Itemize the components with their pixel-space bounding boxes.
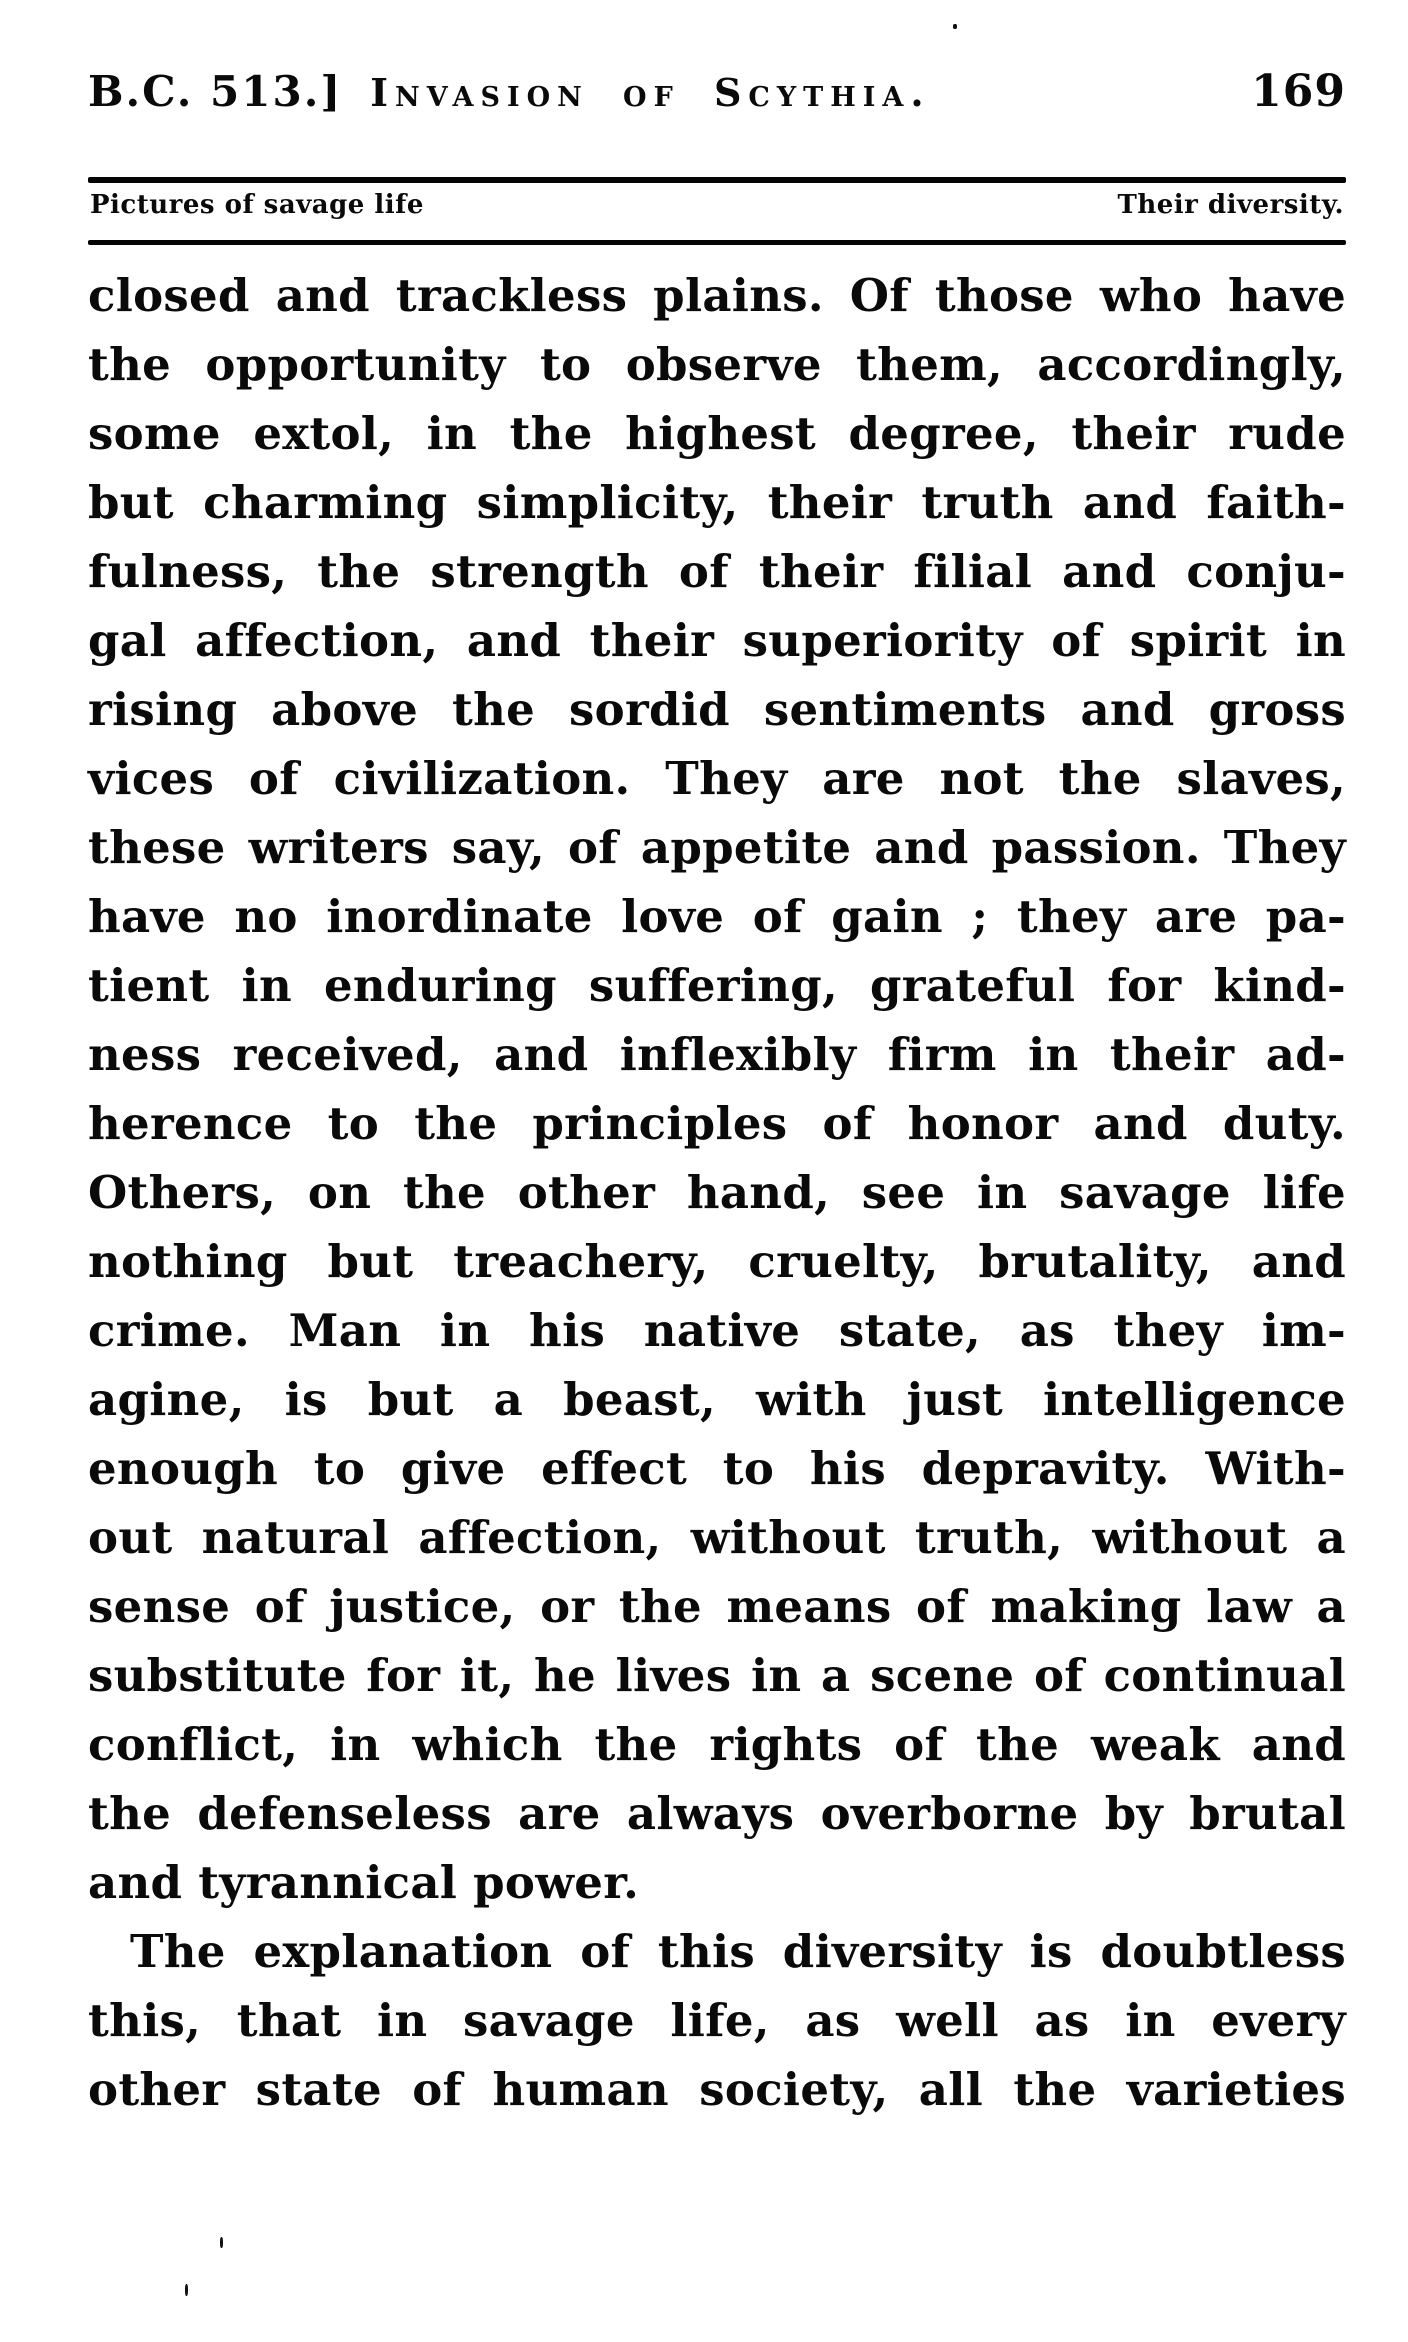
text-line: gal affection, and their superiority of spirit in <box>88 614 1346 667</box>
running-head <box>88 66 1346 117</box>
text-line: sense of justice, or the means of making law a <box>88 1580 1346 1633</box>
text-line: The explanation of this diversity is doubtless <box>130 1925 1346 1978</box>
scan-speck <box>953 24 957 29</box>
text-line: vices of civilization. They are not the slaves, <box>88 752 1346 805</box>
subhead-left: Pictures of savage life <box>90 190 424 220</box>
text-line: the defenseless are always overborne by brutal <box>88 1787 1346 1840</box>
text-line: have no inordinate love of gain ; they are pa- <box>88 890 1346 943</box>
chapter-title: Invasion of Scythia. <box>370 70 931 115</box>
text-line: tient in enduring suffering, grateful for kind- <box>88 959 1346 1012</box>
text-line: some extol, in the highest degree, their rude <box>88 407 1346 460</box>
running-head-left <box>88 67 931 116</box>
scan-speck <box>220 2237 223 2248</box>
text-line: these writers say, of appetite and passion. They <box>88 821 1346 874</box>
text-line: nothing but treachery, cruelty, brutality, and <box>88 1235 1346 1288</box>
section-subheads <box>90 190 1344 220</box>
text-line: ness received, and inflexibly firm in their ad- <box>88 1028 1346 1081</box>
text-line: but charming simplicity, their truth and faith- <box>88 476 1346 529</box>
paragraph <box>88 261 1346 1917</box>
text-line: other state of human society, all the varieties <box>88 2063 1346 2116</box>
paragraph <box>88 1917 1346 2124</box>
text-line: agine, is but a beast, with just intelligence <box>88 1373 1346 1426</box>
marginal-date: B.C. 513.] <box>88 67 343 116</box>
text-line: the opportunity to observe them, accordingly, <box>88 338 1346 391</box>
text-line: enough to give effect to his depravity. With- <box>88 1442 1346 1495</box>
text-line: fulness, the strength of their filial and conju- <box>88 545 1346 598</box>
text-line: this, that in savage life, as well as in every <box>88 1994 1346 2047</box>
horizontal-rule-bottom <box>88 240 1346 245</box>
text-line: Others, on the other hand, see in savage life <box>88 1166 1346 1219</box>
text-line: substitute for it, he lives in a scene of continual <box>88 1649 1346 1702</box>
text-line: crime. Man in his native state, as they im- <box>88 1304 1346 1357</box>
text-line: rising above the sordid sentiments and gross <box>88 683 1346 736</box>
text-line: out natural affection, without truth, without a <box>88 1511 1346 1564</box>
scan-speck <box>185 2284 188 2296</box>
text-line: and tyrannical power. <box>88 1856 640 1909</box>
horizontal-rule-top <box>88 177 1346 183</box>
subhead-right: Their diversity. <box>1117 190 1344 220</box>
book-page <box>88 0 1346 2342</box>
text-line: herence to the principles of honor and duty. <box>88 1097 1346 1150</box>
page-number: 169 <box>1251 66 1346 117</box>
text-line: conflict, in which the rights of the weak and <box>88 1718 1346 1771</box>
text-line: closed and trackless plains. Of those who have <box>88 269 1346 322</box>
page-body <box>88 261 1346 2124</box>
